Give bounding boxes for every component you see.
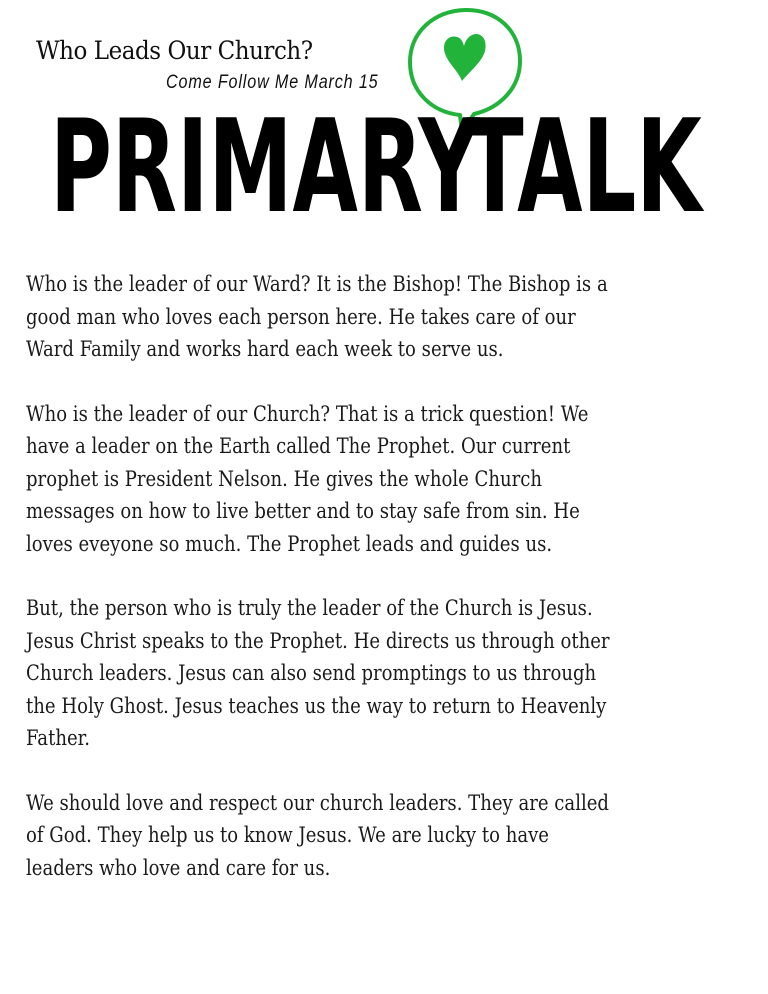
text-line: Jesus Christ speaks to the Prophet. He directs us through other	[26, 628, 610, 653]
text-line: the Holy Ghost. Jesus teaches us the way to return to Heavenly	[26, 693, 607, 718]
text-line: leaders who love and care for us.	[26, 855, 331, 880]
text-line: messages on how to live better and to stay safe from sin. He	[26, 499, 580, 523]
text-line: have a leader on the Earth called The Prophet. Our current	[26, 434, 571, 458]
come-follow-me-date: Come Follow Me March 15	[166, 72, 379, 93]
heading-word-talk: TALK	[466, 93, 702, 242]
text-line: We should love and respect our church leaders. They are called	[26, 790, 609, 815]
heading-word-primary: PRIMARY	[50, 93, 480, 242]
text-line: But, the person who is truly the leader of the Church is Jesus.	[26, 596, 593, 620]
paragraph-jesus-leader	[26, 592, 746, 755]
paragraph-ward-leader	[26, 268, 746, 366]
paragraph-church-leader	[26, 398, 746, 561]
text-line: loves eveyone so much. The Prophet leads and guides us.	[26, 531, 553, 556]
text-line: Ward Family and works hard each week to serve us.	[26, 337, 504, 361]
paragraph-respect-leaders	[26, 787, 746, 885]
text-line: of God. They help us to know Jesus. We are lucky to have	[26, 823, 550, 847]
text-line: prophet is President Nelson. He gives the whole Church	[26, 466, 543, 491]
text-line: Who is the leader of our Ward? It is the Bishop! The Bishop is a	[26, 272, 608, 296]
text-line: Father.	[26, 726, 91, 750]
talk-body	[26, 268, 746, 916]
heart-icon	[444, 34, 486, 81]
text-line: Who is the leader of our Church? That is a trick question! We	[26, 401, 589, 426]
talk-topic-title: Who Leads Our Church?	[36, 36, 313, 65]
text-line: Church leaders. Jesus can also send promptings to us through	[26, 661, 597, 685]
text-line: good man who loves each person here. He takes care of our	[26, 304, 576, 329]
primary-talk-heading	[50, 93, 730, 242]
